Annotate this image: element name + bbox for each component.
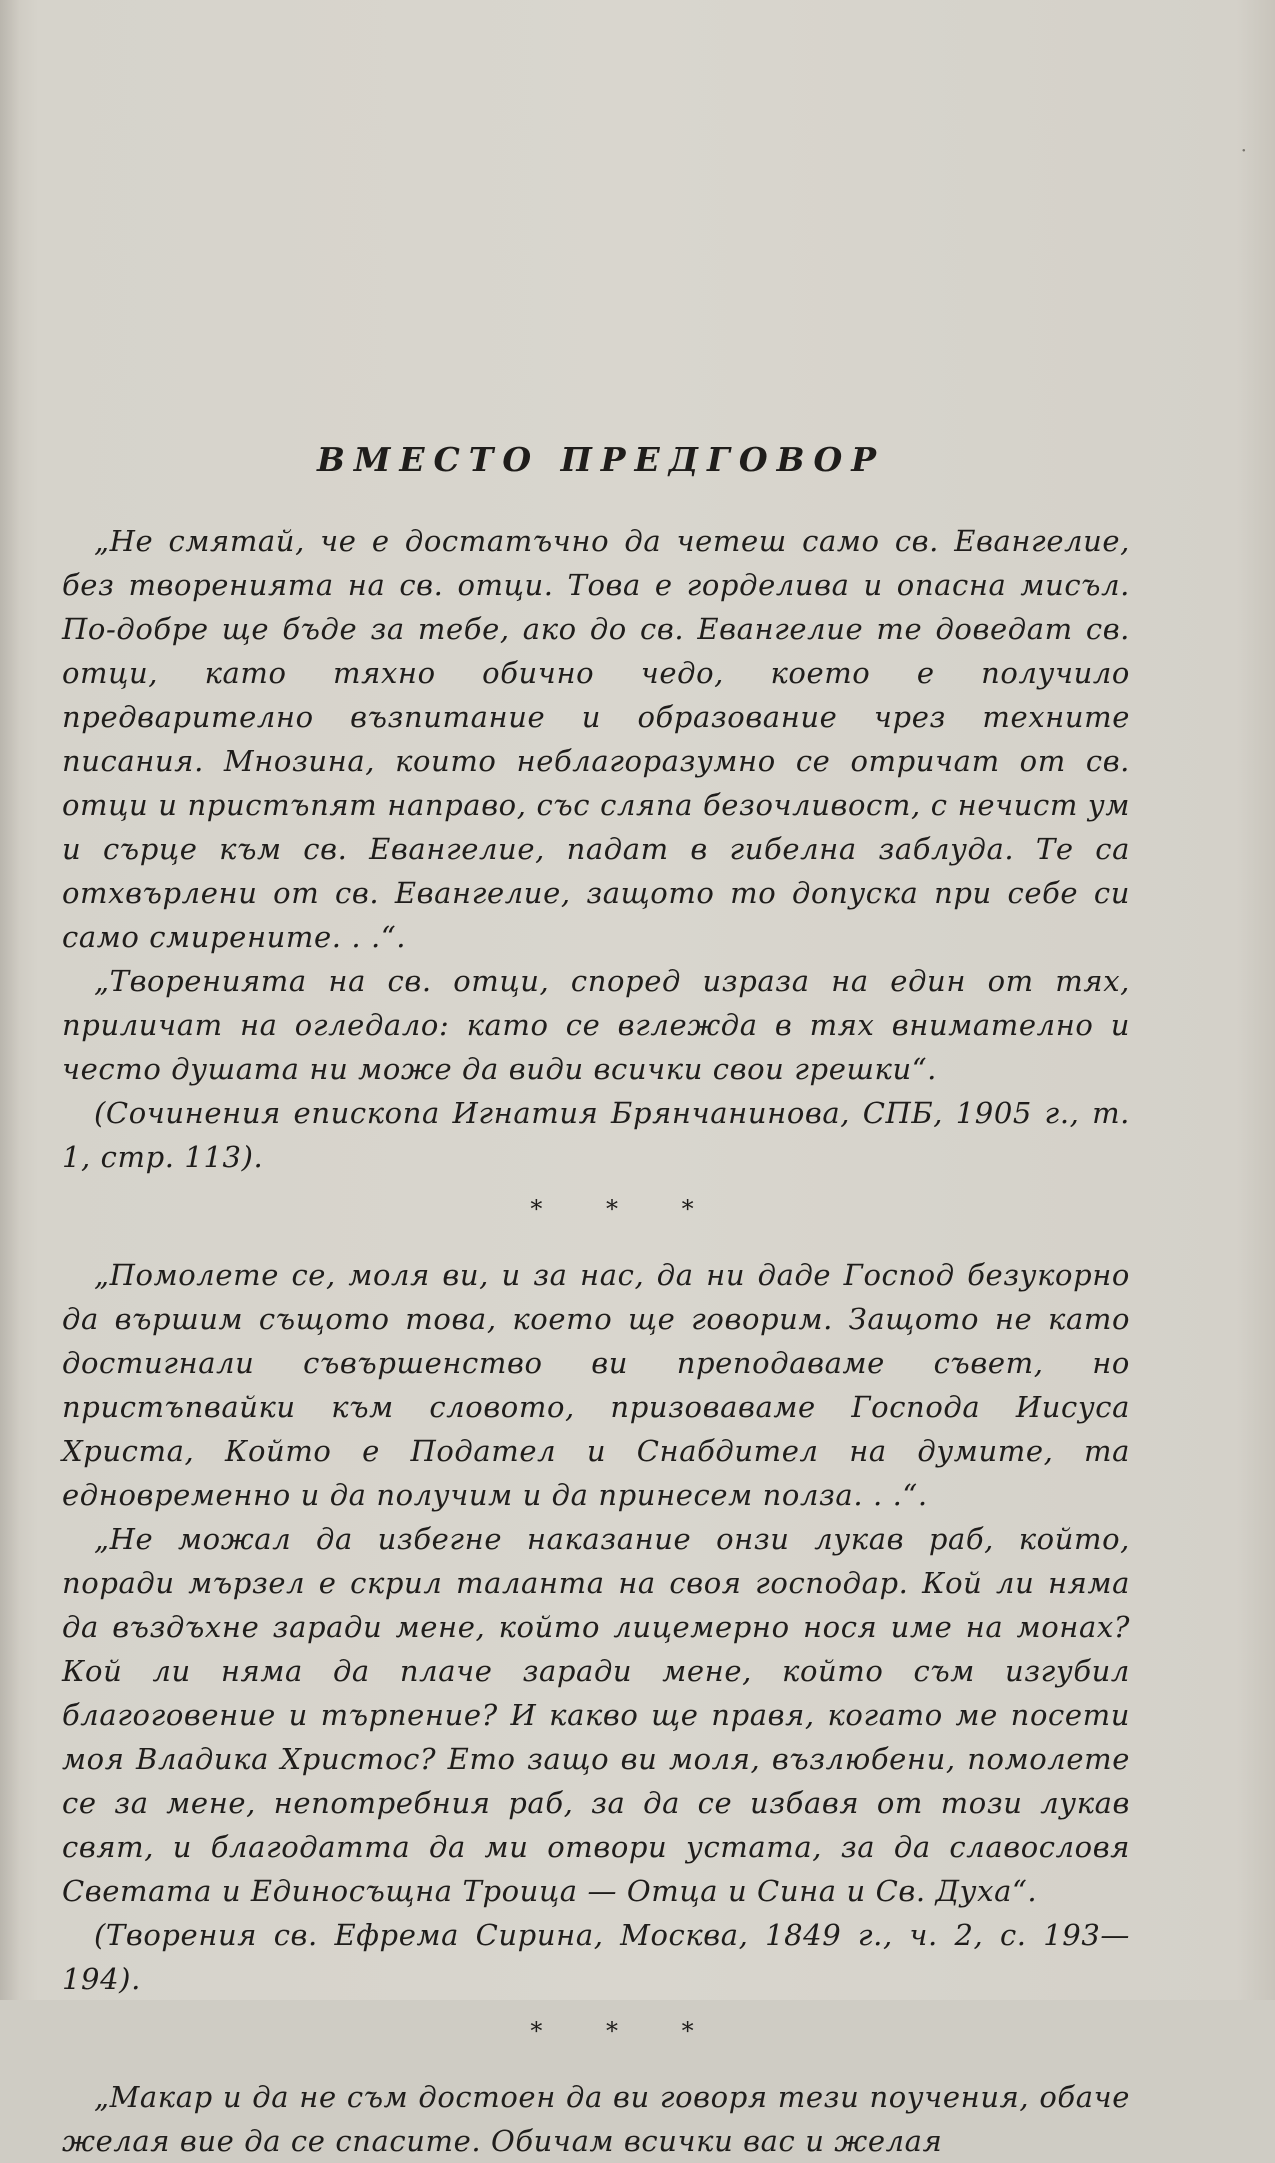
quote-section-2 (62, 1253, 1130, 2001)
quote-paragraph: „Макар и да не съм достоен да ви говоря тези поучения, обаче желая вие да се спасите. Обичам всички вас и желая (62, 2080, 1130, 2158)
quote-section-3 (62, 2075, 1130, 2163)
page-title: ВМЕСТО ПРЕДГОВОР (316, 440, 886, 479)
section-separator: * * * (530, 1195, 722, 1223)
quote-source: (Сочинения епископа Игнатия Брянчанинова, СПБ, 1905 г., т. 1, стр. 113). (62, 1096, 1130, 1174)
section-separator: * * * (530, 2017, 722, 2045)
quote-paragraph: „Творенията на св. отци, според израза на един от тях, приличат на огледало: като се вглежда в тях внимателно и често душата ни може да види всички свои грешки“. (62, 964, 1130, 1086)
page-gutter-shadow (0, 0, 20, 2000)
quote-section-1 (62, 519, 1130, 1179)
page-corner-mark: · (1240, 138, 1247, 162)
quote-paragraph: „Помолете се, моля ви, и за нас, да ни даде Господ безукорно да вършим същото това, което ще говорим. Защото не като достигнали съвършенство ви преподаваме съвет, но пристъпвайки към словото, призоваваме Господа Иисуса Христа, Който е Подател и Снабдител на думите, та едновременно и да получим и да принесем полза. . .“. (62, 1258, 1130, 1512)
quote-paragraph: „Не смятай, че е достатъчно да четеш само св. Евангелие, без творенията на св. отци. Това е горделива и опасна мисъл. По-добре ще бъде за тебе, ако до св. Евангелие те доведат св. отци, като тяхно обично чедо, което е получило предварително възпитание и образование чрез техните писания. Мнозина, които неблагоразумно се отричат от св. отци и пристъпят направо, със сляпа безочливост, с нечист ум и сърце към св. Евангелие, падат в гибелна заблуда. Те са отхвърлени от св. Евангелие, защото то допуска при себе си само смирените. . .“. (62, 524, 1130, 954)
page-text (62, 440, 1130, 2163)
quote-paragraph: „Не можал да избегне наказание онзи лукав раб, който, поради мързел е скрил таланта на своя господар. Кой ли няма да въздъхне заради мене, който лицемерно нося име на монах? Кой ли няма да плаче заради мене, който съм изгубил благоговение и търпение? И какво ще правя, когато ме посети моя Владика Христос? Ето защо ви моля, възлюбени, помолете се за мене, непотребния раб, за да се избавя от този лукав свят, и благодатта да ми отвори устата, за да славословя Светата и Единосъщна Троица — Отца и Сина и Св. Духа“. (62, 1522, 1130, 1908)
quote-source: (Творения св. Ефрема Сирина, Москва, 1849 г., ч. 2, с. 193—194). (62, 1918, 1130, 1996)
